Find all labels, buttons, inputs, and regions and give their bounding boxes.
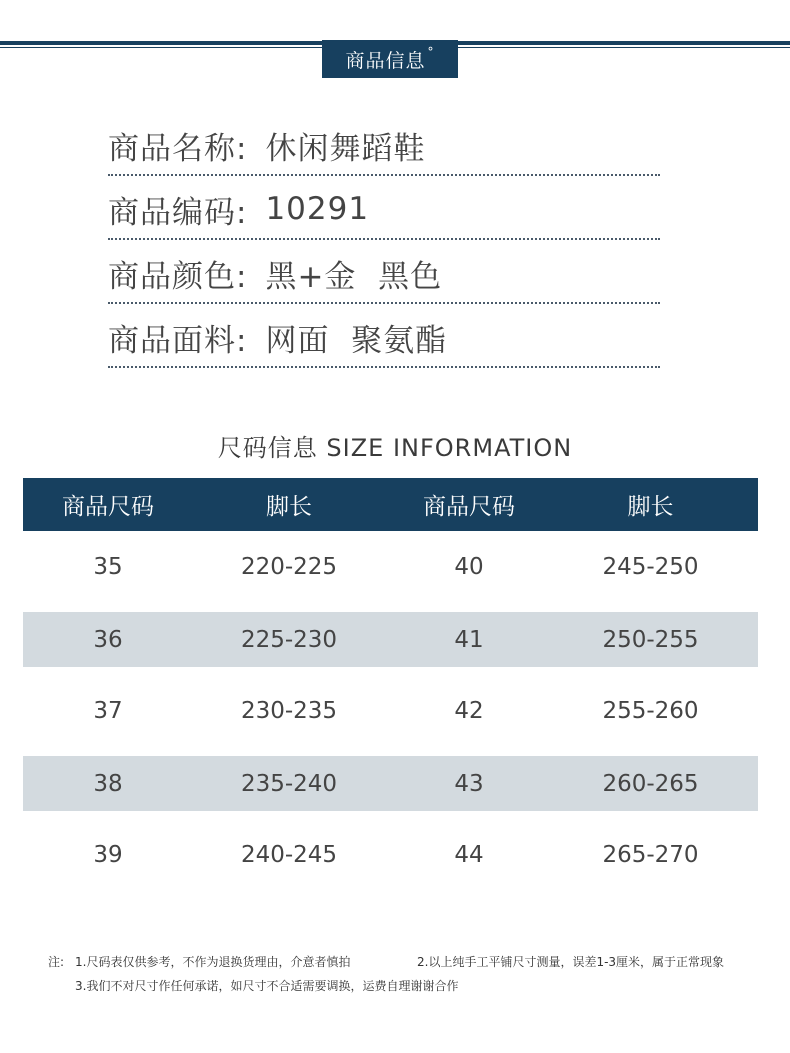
degree-mark: °: [427, 45, 435, 59]
size-cell: 40: [454, 554, 484, 580]
size-cell: 43: [454, 770, 484, 797]
size-cell: 35: [93, 554, 123, 580]
table-row: [23, 531, 758, 603]
length-cell: 240-245: [240, 842, 338, 868]
header-size: 商品尺码: [62, 494, 154, 520]
info-label: 商品面料:: [108, 322, 248, 359]
size-cell: 36: [93, 626, 123, 653]
info-label: 商品颜色:: [108, 258, 248, 295]
table-row: [23, 675, 758, 747]
size-cell: 38: [93, 770, 123, 797]
info-row-name: [108, 112, 660, 176]
length-cell: 220-225: [240, 554, 338, 580]
length-cell: 255-260: [602, 698, 699, 724]
length-cell: 235-240: [240, 770, 338, 797]
info-row-color: [108, 240, 660, 304]
length-cell: 250-255: [602, 626, 699, 653]
size-table: [23, 478, 758, 891]
info-row-code: [108, 176, 660, 240]
length-cell: 260-265: [602, 770, 699, 797]
size-cell: 42: [454, 698, 484, 724]
size-cell: 37: [93, 698, 123, 724]
length-cell: 265-270: [602, 842, 699, 868]
note-1: 1.尺码表仅供参考，不作为退换货理由，介意者慎拍: [75, 955, 351, 969]
section-title: 商品信息: [345, 49, 426, 72]
note-3: 3.我们不对尺寸作任何承诺，如尺寸不合适需要调换，运费自理谢谢合作: [75, 979, 459, 993]
info-label: 商品编码:: [108, 194, 248, 231]
info-row-material: [108, 304, 660, 368]
size-cell: 41: [454, 626, 484, 653]
product-info-list: [108, 112, 660, 368]
info-value: 黑+金 黑色: [265, 258, 443, 295]
table-header: [23, 478, 758, 531]
note-2: 2.以上纯手工平铺尺寸测量，误差1-3厘米，属于正常现象: [417, 955, 725, 969]
length-cell: 230-235: [240, 698, 338, 724]
info-label: 商品名称:: [108, 130, 248, 167]
length-cell: 225-230: [240, 626, 338, 653]
size-cell: 44: [454, 842, 484, 868]
header-foot-length: 脚长: [266, 494, 312, 520]
header-foot-length: 脚长: [627, 494, 674, 520]
note-prefix: 注:: [48, 955, 65, 969]
info-value: 网面 聚氨酯: [265, 322, 448, 359]
table-row: [23, 756, 758, 811]
info-value: 休闲舞蹈鞋: [265, 130, 426, 167]
length-cell: 245-250: [602, 554, 699, 580]
size-cell: 39: [93, 842, 123, 868]
table-row: [23, 612, 758, 667]
section-title-badge: [322, 40, 458, 78]
size-section-title: 尺码信息 SIZE INFORMATION: [217, 434, 573, 462]
header-size: 商品尺码: [423, 494, 515, 520]
info-value: 10291: [265, 191, 370, 227]
table-row: [23, 819, 758, 891]
